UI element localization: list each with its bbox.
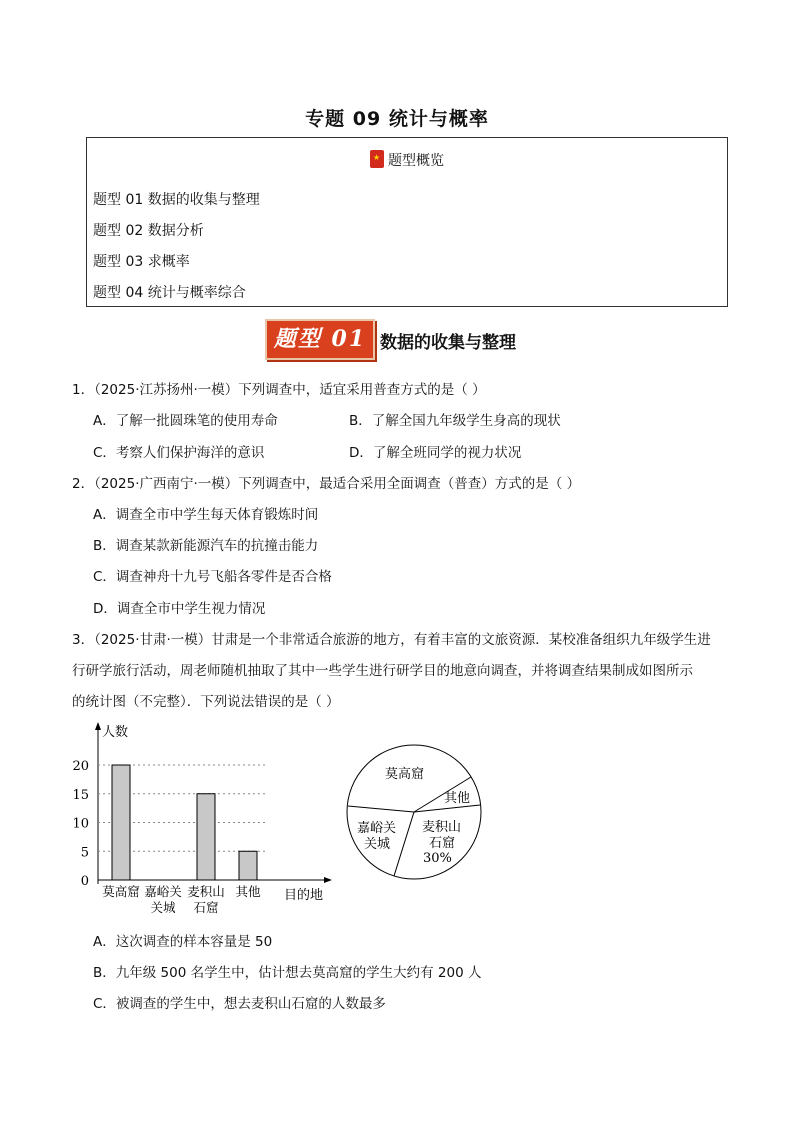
q2-option-c: C．调查神舟十九号飞船各零件是否合格 [93,569,332,585]
bar-mark [112,765,130,880]
q3-option-b: B．九年级 500 名学生中，估计想去莫高窟的学生大约有 200 人 [93,965,482,981]
q2-stem: 2．（2025·广西南宁·一模）下列调查中，最适合采用全面调查（普查）方式的是（ ） [72,476,581,492]
pie-label-jiayu-line2: 关城 [364,837,391,852]
pie-label-jiayu-line1: 嘉峪关 [357,821,397,836]
overview-item-4: 题型 04 统计与概率综合 [93,285,246,301]
y-axis-label: 人数 [102,725,129,740]
q3-line-1: 3．（2025·甘肃·一模）甘肃是一个非常适合旅游的地方，有着丰富的文旅资源．某校准备组织九年级学生进 [72,632,711,648]
x-category-label: 嘉峪关 [144,884,182,899]
q1-option-c: C．考察人们保护海洋的意识 [93,445,265,461]
x-category-label: 莫高窟 [102,884,140,899]
overview-heading-text: 题型概览 [388,153,444,169]
q2-option-d: D．调查全市中学生视力情况 [93,601,266,617]
overview-item-3: 题型 03 求概率 [93,254,190,270]
x-category-label: 麦积山 [187,884,225,899]
x-category-label: 关城 [150,900,176,915]
pie-label-maiji-percent: 30% [423,851,452,866]
q1-option-b: B．了解全国九年级学生身高的现状 [349,413,561,429]
y-tick-label: 20 [72,759,89,774]
q1-option-d: D．了解全班同学的视力状况 [349,445,522,461]
overview-box [86,137,728,307]
book-icon [370,150,384,168]
pie-chart [340,740,500,890]
bar-mark [197,794,215,880]
q3-line-2: 行研学旅行活动，周老师随机抽取了其中一些学生进行研学目的地意向调查，并将调查结果制成如图所示 [72,663,693,679]
y-tick-label: 5 [80,845,89,861]
q3-line-3: 的统计图（不完整）．下列说法错误的是（ ） [72,694,340,710]
q2-option-a: A．调查全市中学生每天体育锻炼时间 [93,507,319,523]
bar-mark [239,851,257,880]
q3-option-c: C．被调查的学生中，想去麦积山石窟的人数最多 [93,996,386,1012]
overview-heading [87,150,727,170]
y-tick-label: 0 [80,874,89,889]
q1-option-a: A．了解一批圆珠笔的使用寿命 [93,413,278,429]
pie-label-other: 其他 [444,791,471,806]
y-axis-arrow [95,722,101,730]
x-category-label: 其他 [235,884,261,899]
page-title: 专题 09 统计与概率 [305,108,489,130]
q2-option-b: B．调查某款新能源汽车的抗撞击能力 [93,538,319,554]
overview-item-2: 题型 02 数据分析 [93,223,204,239]
section-title: 数据的收集与整理 [380,333,516,353]
pie-label-maiji-line2: 石窟 [429,836,456,851]
pie-label-mogao: 莫高窟 [385,767,425,782]
x-axis-arrow [324,877,332,883]
q1-stem: 1．（2025·江苏扬州·一模）下列调查中，适宜采用普查方式的是（ ） [72,382,486,398]
x-axis-label: 目的地 [284,888,324,903]
y-tick-label: 15 [72,787,89,803]
overview-item-1: 题型 01 数据的收集与整理 [93,192,260,208]
y-tick-label: 10 [72,816,89,832]
bar-chart [72,718,336,918]
x-category-label: 石窟 [193,900,219,915]
section-banner: 题型 01 [265,319,375,360]
pie-label-maiji-line1: 麦积山 [422,820,462,835]
q3-option-a: A．这次调查的样本容量是 50 [93,934,273,950]
